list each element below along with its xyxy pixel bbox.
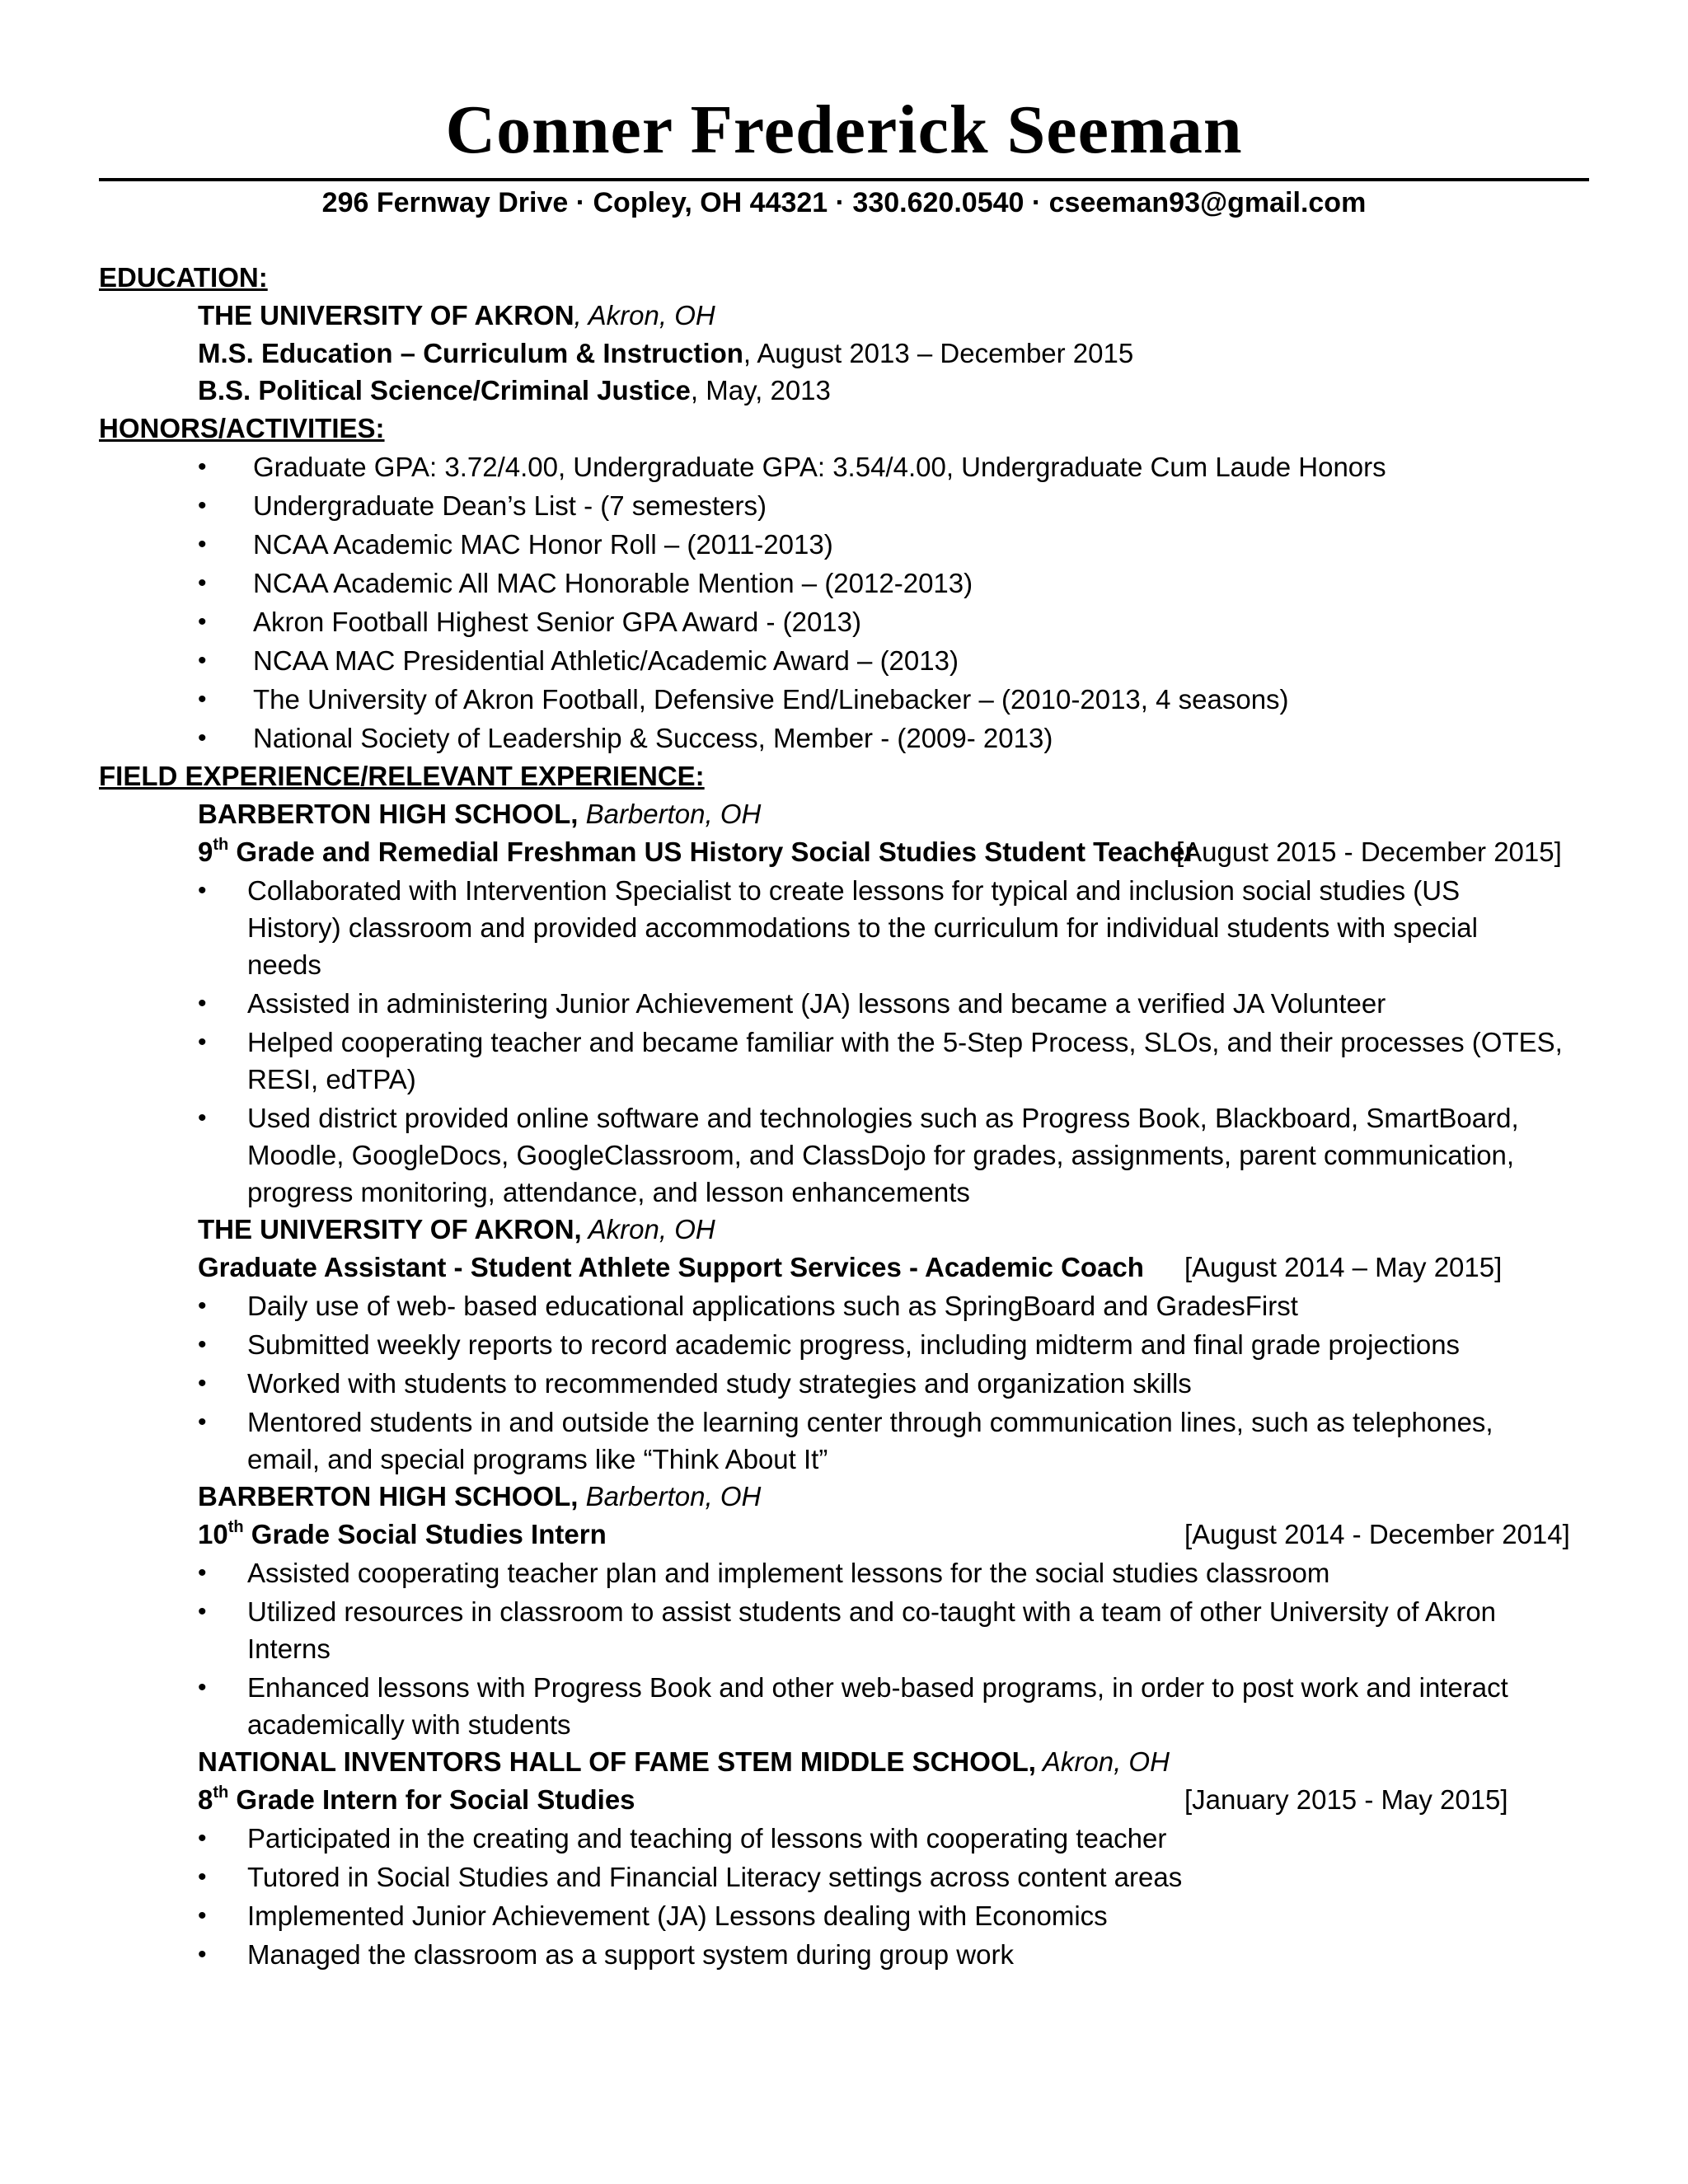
duty-line: History) classroom and provided accommodations to the curriculum for individual students with special bbox=[247, 912, 1478, 943]
org-name: THE UNIVERSITY OF AKRON, bbox=[198, 1214, 582, 1244]
bullet-icon: • bbox=[198, 569, 207, 597]
duty-line: progress monitoring, attendance, and lesson enhancements bbox=[247, 1177, 970, 1207]
duty-line: Implemented Junior Achievement (JA) Lessons dealing with Economics bbox=[247, 1900, 1108, 1931]
duty-line: Participated in the creating and teaching of lessons with cooperating teacher bbox=[247, 1823, 1167, 1854]
org-name: BARBERTON HIGH SCHOOL, bbox=[198, 1481, 579, 1511]
title-text: Grade Social Studies Intern bbox=[243, 1519, 607, 1549]
experience-heading: FIELD EXPERIENCE/RELEVANT EXPERIENCE: bbox=[99, 761, 705, 791]
job-title bbox=[198, 1780, 635, 1819]
bullet-icon: • bbox=[198, 1598, 207, 1625]
duty-line: Daily use of web- based educational applications such as SpringBoard and GradesFirst bbox=[247, 1291, 1298, 1321]
job-dates: [August 2015 - December 2015] bbox=[1176, 837, 1562, 867]
honor-item: Akron Football Highest Senior GPA Award - (2013) bbox=[253, 607, 861, 637]
honors-heading: HONORS/ACTIVITIES: bbox=[99, 413, 385, 443]
duty-line: Utilized resources in classroom to assist students and co-taught with a team of other University of Akron bbox=[247, 1596, 1497, 1627]
duty-line: Collaborated with Intervention Specialist to create lessons for typical and inclusion social studies (US bbox=[247, 875, 1461, 906]
duty-line: Worked with students to recommended study strategies and organization skills bbox=[247, 1368, 1192, 1399]
bullet-icon: • bbox=[198, 1674, 207, 1701]
bullet-icon: • bbox=[198, 1292, 207, 1319]
honor-item: Undergraduate Dean’s List - (7 semesters) bbox=[253, 490, 767, 521]
job-dates: [August 2014 - December 2014] bbox=[1184, 1519, 1570, 1549]
bullet-icon: • bbox=[198, 531, 207, 558]
duty-line: Mentored students in and outside the learning center through communication lines, such as telephones, bbox=[247, 1407, 1493, 1437]
duty-line: Assisted in administering Junior Achievement (JA) lessons and became a verified JA Volunteer bbox=[247, 988, 1386, 1019]
title-text: Grade and Remedial Freshman US History Social Studies Student Teacher bbox=[228, 837, 1196, 867]
bullet-icon: • bbox=[198, 1331, 207, 1358]
bullet-icon: • bbox=[198, 453, 207, 480]
duty-line: academically with students bbox=[247, 1709, 571, 1740]
degree-date: , August 2013 – December 2015 bbox=[743, 338, 1134, 368]
bullet-icon: • bbox=[198, 1559, 207, 1586]
duty-line: Tutored in Social Studies and Financial Literacy settings across content areas bbox=[247, 1862, 1183, 1892]
education-school bbox=[198, 296, 715, 335]
title-suffix: th bbox=[227, 1518, 244, 1536]
bullet-icon: • bbox=[198, 1104, 207, 1132]
degree-title: M.S. Education – Curriculum & Instruction bbox=[198, 338, 743, 368]
job-org bbox=[198, 794, 761, 833]
title-text: Grade Intern for Social Studies bbox=[228, 1784, 635, 1815]
job-org bbox=[198, 1210, 715, 1249]
title-number: 8 bbox=[198, 1784, 213, 1815]
bullet-icon: • bbox=[198, 647, 207, 674]
degree-date: , May, 2013 bbox=[690, 375, 831, 405]
bullet-icon: • bbox=[198, 1863, 207, 1891]
job-dates: [January 2015 - May 2015] bbox=[1184, 1784, 1508, 1815]
job-dates: [August 2014 – May 2015] bbox=[1184, 1252, 1503, 1282]
duty-line: Assisted cooperating teacher plan and implement lessons for the social studies classroom bbox=[247, 1558, 1330, 1588]
org-location: Barberton, OH bbox=[578, 799, 762, 829]
duty-line: email, and special programs like “Think About It” bbox=[247, 1444, 828, 1474]
degree-title: B.S. Political Science/Criminal Justice bbox=[198, 375, 691, 405]
school-name: THE UNIVERSITY OF AKRON bbox=[198, 300, 574, 330]
bullet-icon: • bbox=[198, 1408, 207, 1436]
duty-line: Moodle, GoogleDocs, GoogleClassroom, and ClassDojo for grades, assignments, parent communication, bbox=[247, 1140, 1515, 1170]
bullet-icon: • bbox=[198, 990, 207, 1017]
bullet-icon: • bbox=[198, 1029, 207, 1056]
job-org bbox=[198, 1742, 1170, 1781]
org-name: BARBERTON HIGH SCHOOL, bbox=[198, 799, 579, 829]
org-name: NATIONAL INVENTORS HALL OF FAME STEM MIDDLE SCHOOL, bbox=[198, 1746, 1036, 1777]
bullet-icon: • bbox=[198, 1825, 207, 1852]
duty-line: needs bbox=[247, 949, 321, 980]
title-suffix: th bbox=[213, 836, 229, 854]
honor-item: NCAA Academic All MAC Honorable Mention – (2012-2013) bbox=[253, 568, 973, 598]
job-title bbox=[198, 1515, 607, 1554]
job-title bbox=[198, 832, 1195, 871]
title-number: 10 bbox=[198, 1519, 228, 1549]
duty-line: Used district provided online software and technologies such as Progress Book, Blackboard, SmartBoard, bbox=[247, 1103, 1519, 1133]
duty-line: RESI, edTPA) bbox=[247, 1064, 416, 1094]
bullet-icon: • bbox=[198, 1370, 207, 1397]
org-location: Akron, OH bbox=[1035, 1746, 1170, 1777]
job-title: Graduate Assistant - Student Athlete Support Services - Academic Coach bbox=[198, 1252, 1144, 1282]
org-location: Barberton, OH bbox=[578, 1481, 762, 1511]
header-rule bbox=[99, 178, 1589, 181]
org-location: Akron, OH bbox=[581, 1214, 715, 1244]
bullet-icon: • bbox=[198, 492, 207, 519]
honor-item: National Society of Leadership & Success, Member - (2009- 2013) bbox=[253, 723, 1053, 753]
education-degree-bs bbox=[198, 371, 831, 410]
bullet-icon: • bbox=[198, 608, 207, 635]
job-org bbox=[198, 1477, 761, 1516]
title-number: 9 bbox=[198, 837, 213, 867]
honor-item: Graduate GPA: 3.72/4.00, Undergraduate GPA: 3.54/4.00, Undergraduate Cum Laude Honors bbox=[253, 452, 1386, 482]
duty-line: Managed the classroom as a support system during group work bbox=[247, 1939, 1014, 1970]
duty-line: Interns bbox=[247, 1633, 331, 1664]
honor-item: The University of Akron Football, Defensive End/Linebacker – (2010-2013, 4 seasons) bbox=[253, 684, 1289, 715]
title-suffix: th bbox=[213, 1783, 229, 1802]
contact-line: 296 Fernway Drive · Copley, OH 44321 · 330.620.0540 · cseeman93@gmail.com bbox=[321, 187, 1367, 218]
education-heading: EDUCATION: bbox=[99, 262, 268, 293]
bullet-icon: • bbox=[198, 1902, 207, 1929]
bullet-icon: • bbox=[198, 877, 207, 904]
education-degree-ms bbox=[198, 334, 1133, 373]
duty-line: Enhanced lessons with Progress Book and other web-based programs, in order to post work and interact bbox=[247, 1672, 1508, 1703]
bullet-icon: • bbox=[198, 686, 207, 713]
bullet-icon: • bbox=[198, 724, 207, 752]
candidate-name: Conner Frederick Seeman bbox=[445, 91, 1243, 168]
honor-item: NCAA MAC Presidential Athletic/Academic Award – (2013) bbox=[253, 645, 959, 676]
duty-line: Submitted weekly reports to record academic progress, including midterm and final grade projections bbox=[247, 1329, 1461, 1360]
honor-item: NCAA Academic MAC Honor Roll – (2011-2013) bbox=[253, 529, 833, 560]
school-location: , Akron, OH bbox=[574, 300, 715, 330]
duty-line: Helped cooperating teacher and became familiar with the 5-Step Process, SLOs, and their processes (OTES, bbox=[247, 1027, 1563, 1057]
bullet-icon: • bbox=[198, 1941, 207, 1968]
